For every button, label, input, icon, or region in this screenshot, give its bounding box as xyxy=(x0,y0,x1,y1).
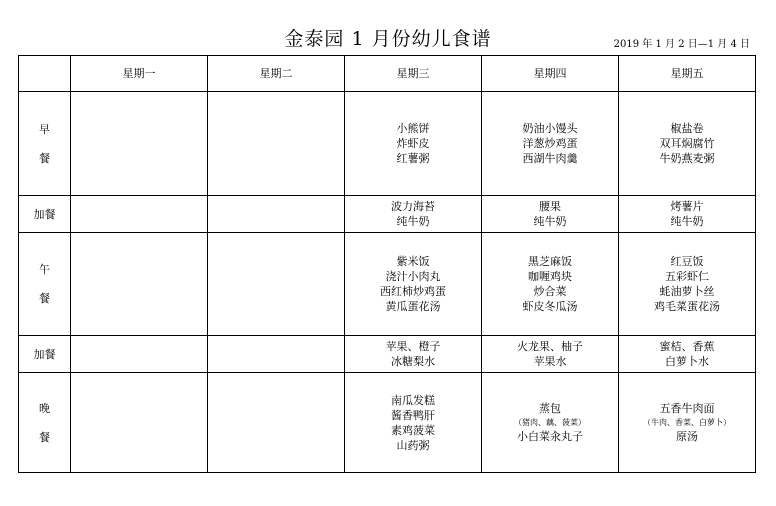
meal-label-text: 加餐 xyxy=(33,207,56,221)
dish-item: 紫米饭 xyxy=(396,255,430,268)
dish-item: 腰果 xyxy=(539,200,561,213)
dish-item: 咖喱鸡块 xyxy=(528,270,572,283)
meal-label-char: 餐 xyxy=(39,151,50,165)
meal-label xyxy=(19,336,71,373)
dish-item: 虾皮冬瓜汤 xyxy=(522,300,578,313)
meal-row xyxy=(19,373,756,473)
dish-item: 火龙果、柚子 xyxy=(517,340,583,353)
dish-item: 白萝卜水 xyxy=(665,355,709,368)
menu-cell xyxy=(345,336,482,373)
dish-item: 五香牛肉面 xyxy=(659,402,715,415)
menu-cell xyxy=(208,233,345,336)
dish-item: 红豆饭 xyxy=(670,255,704,268)
menu-cell xyxy=(71,233,208,336)
day-header: 星期二 xyxy=(208,56,345,92)
menu-cell xyxy=(208,196,345,233)
menu-cell xyxy=(345,233,482,336)
menu-cell xyxy=(619,233,756,336)
dish-item: 炸虾皮 xyxy=(396,137,430,150)
meal-label-char: 午 xyxy=(39,263,50,276)
dish-item: 洋葱炒鸡蛋 xyxy=(522,137,578,150)
dish-item: 冰糖梨水 xyxy=(391,355,435,368)
dish-item: 纯牛奶 xyxy=(396,215,430,228)
menu-cell xyxy=(345,373,482,473)
menu-cell xyxy=(208,92,345,196)
menu-cell xyxy=(71,336,208,373)
dish-item: 山药粥 xyxy=(396,438,430,452)
meal-label xyxy=(19,233,71,336)
dish-item: 牛奶燕麦粥 xyxy=(659,152,715,165)
meal-label-char: 餐 xyxy=(39,430,50,444)
menu-cell xyxy=(482,336,619,373)
meal-label-char: 晚 xyxy=(39,401,50,415)
meal-row xyxy=(19,336,756,373)
menu-cell xyxy=(345,92,482,196)
meal-label xyxy=(19,373,71,473)
meal-row xyxy=(19,92,756,196)
meal-label xyxy=(19,92,71,196)
menu-cell xyxy=(71,92,208,196)
dish-item: 红薯粥 xyxy=(396,152,430,165)
dish-item: 波力海苔 xyxy=(391,200,435,213)
dish-item: 素鸡菠菜 xyxy=(391,423,435,437)
dish-item: 南瓜发糕 xyxy=(391,393,435,407)
dish-item: 西湖牛肉羹 xyxy=(522,152,578,165)
dish-item: 浇汁小肉丸 xyxy=(385,270,441,283)
dish-note: （猪肉、藕、菠菜） xyxy=(514,418,586,427)
dish-item: 黑芝麻饭 xyxy=(528,255,572,268)
meal-label-text: 加餐 xyxy=(33,347,56,361)
dish-item: 双耳焖腐竹 xyxy=(659,137,715,150)
menu-cell xyxy=(71,196,208,233)
day-header: 星期一 xyxy=(71,56,208,92)
day-header: 星期五 xyxy=(619,56,756,92)
dish-item: 纯牛奶 xyxy=(533,215,567,228)
dish-item: 奶油小馒头 xyxy=(522,122,578,135)
menu-cell xyxy=(619,92,756,196)
header-row xyxy=(19,56,756,92)
dish-item: 西红柿炒鸡蛋 xyxy=(380,285,446,298)
menu-cell xyxy=(482,233,619,336)
dish-item: 烤薯片 xyxy=(670,200,704,213)
menu-cell xyxy=(619,373,756,473)
dish-item: 原汤 xyxy=(676,430,698,443)
corner-cell xyxy=(19,56,71,92)
dish-item: 蒸包 xyxy=(539,402,561,415)
menu-cell xyxy=(71,373,208,473)
menu-table xyxy=(18,55,756,473)
menu-cell xyxy=(208,373,345,473)
meal-row xyxy=(19,233,756,336)
dish-note: （牛肉、香菜、白萝卜） xyxy=(643,418,731,427)
menu-cell xyxy=(482,373,619,473)
dish-item: 酱香鸭肝 xyxy=(391,408,435,422)
meal-label-char: 早 xyxy=(39,122,50,136)
menu-cell xyxy=(482,92,619,196)
dish-item: 蚝油萝卜丝 xyxy=(659,285,715,298)
menu-cell xyxy=(619,336,756,373)
dish-item: 纯牛奶 xyxy=(670,215,704,228)
menu-cell xyxy=(619,196,756,233)
dish-item: 椒盐卷 xyxy=(670,122,704,135)
day-header: 星期三 xyxy=(345,56,482,92)
date-range: 2019 年 1 月 2 日—1 月 4 日 xyxy=(613,39,750,50)
meal-label xyxy=(19,196,71,233)
dish-item: 黄瓜蛋花汤 xyxy=(385,300,441,313)
menu-cell xyxy=(208,336,345,373)
page-title: 金泰园 1 月份幼儿食谱 xyxy=(284,28,492,50)
meal-row xyxy=(19,196,756,233)
dish-item: 小熊饼 xyxy=(396,122,430,135)
day-header: 星期四 xyxy=(482,56,619,92)
dish-item: 蜜桔、香蕉 xyxy=(659,340,715,353)
dish-item: 小白菜汆丸子 xyxy=(517,430,583,443)
dish-item: 苹果、橙子 xyxy=(385,340,441,353)
dish-item: 苹果水 xyxy=(533,355,567,368)
dish-item: 鸡毛菜蛋花汤 xyxy=(654,300,720,313)
dish-item: 炒合菜 xyxy=(533,285,567,298)
dish-item: 五彩虾仁 xyxy=(665,270,709,283)
menu-cell xyxy=(482,196,619,233)
menu-cell xyxy=(345,196,482,233)
meal-label-char: 餐 xyxy=(39,292,50,305)
